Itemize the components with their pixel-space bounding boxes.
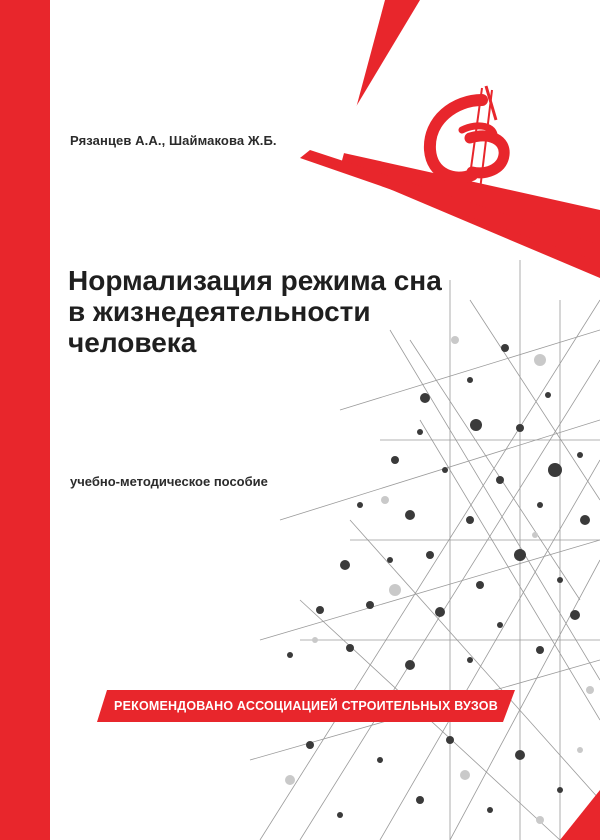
recommendation-text: РЕКОМЕНДОВАНО АССОЦИАЦИЕЙ СТРОИТЕЛЬНЫХ ВУЗОВ <box>114 699 498 713</box>
authors: Рязанцев А.А., Шаймакова Ж.Б. <box>70 133 277 148</box>
network-dots-light <box>285 336 594 824</box>
left-red-bar <box>0 0 50 840</box>
book-title <box>68 265 508 358</box>
publisher-logo-icon <box>410 80 520 200</box>
title-line-1: Нормализация режима сна <box>68 265 442 296</box>
book-subtitle: учебно-методическое пособие <box>70 474 268 489</box>
title-line-3: человека <box>68 327 197 358</box>
red-bottom-corner <box>560 790 600 840</box>
title-line-2: в жизнедеятельности <box>68 296 371 327</box>
